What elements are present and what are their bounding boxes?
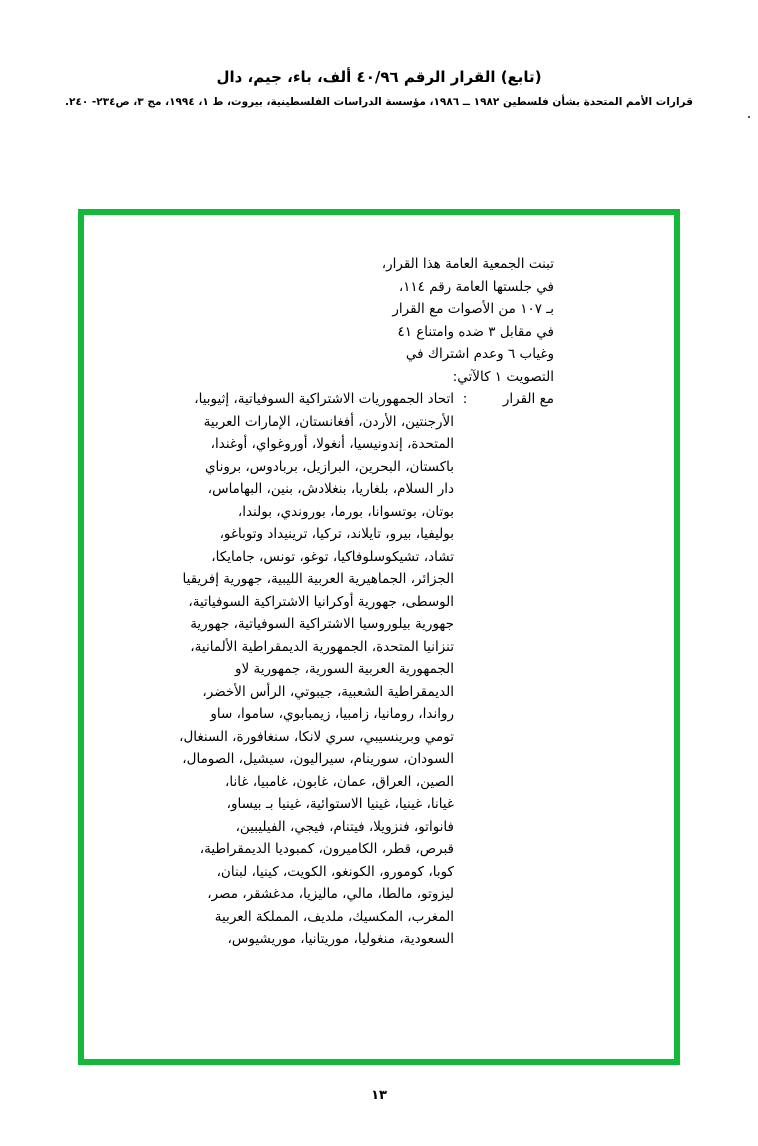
intro-line: تبنت الجمعية العامة هذا القرار، — [381, 256, 554, 272]
countries-line: بوتان، بوتسوانا، بورما، بوروندي، بولندا، — [237, 503, 454, 520]
vote-list-row — [164, 388, 554, 951]
intro-line: وغياب ٦ وعدم اشتراك في — [405, 346, 554, 362]
corner-mark — [748, 116, 750, 118]
intro-paragraph — [164, 253, 554, 388]
countries-line: السودان، سورينام، سيراليون، سيشيل، الصومال، — [182, 751, 454, 767]
countries-line: اتحاد الجمهوريات الاشتراكية السوفياتية، إثيوبيا، — [194, 391, 454, 407]
countries-line: الجزائر، الجماهيرية العربية الليبية، جهورية إفريقيا — [182, 571, 454, 587]
page-number: ١٣ — [371, 1088, 387, 1103]
vote-label: مع القرار — [502, 391, 554, 407]
countries-line: ليزوتو، مالطا، مالي، ماليزيا، مدغشقر، مصر، — [207, 886, 454, 902]
countries-line: فانواتو، فنزويلا، فيتنام، فيجي، الفيليبين، — [235, 818, 454, 835]
intro-line: التصويت ١ كالآتي: — [452, 368, 554, 385]
intro-line: بـ ١٠٧ من الأصوات مع القرار — [392, 301, 554, 317]
countries-line: الجمهورية العربية السورية، جمهورية لاو — [235, 661, 454, 677]
countries-list — [164, 388, 460, 951]
countries-line: الأرجنتين، الأردن، أفغانستان، الإمارات العربية — [203, 413, 454, 430]
document-page — [0, 68, 758, 1146]
countries-line: الديمقراطية الشعبية، جيبوتي، الرأس الأخضر، — [202, 683, 454, 700]
countries-line: الصين، العراق، عمان، غابون، غامبيا، غانا، — [225, 773, 454, 790]
countries-line: تومي وبرينسيبي، سري لانكا، سنغافورة، السنغال، — [179, 728, 454, 745]
countries-line: بوليفيا، بيرو، تايلاند، تركيا، ترينيداد وتوباغو، — [219, 526, 454, 542]
intro-line: في جلستها العامة رقم ١١٤، — [398, 278, 554, 295]
countries-line: دار السلام، بلغاريا، بنغلادش، بنين، البهاماس، — [207, 481, 454, 497]
countries-line: المغرب، المكسيك، ملديف، المملكة العربية — [214, 908, 454, 925]
countries-line: تشاد، تشيكوسلوفاكيا، توغو، تونس، جامايكا، — [211, 548, 454, 565]
countries-line: الوسطى، جهورية أوكرانيا الاشتراكية السوفياتية، — [188, 593, 454, 610]
countries-line: جهورية بيلوروسيا الاشتراكية السوفياتية، جهورية — [190, 616, 454, 632]
page-title: (تابع) القرار الرقم ٤٠/٩٦ ألف، باء، جيم، دال — [216, 68, 542, 86]
page-subtitle: قرارات الأمم المتحدة بشأن فلسطين ١٩٨٢ ــ ١٩٨٦، مؤسسة الدراسات الفلسطينية، بيروت، ط ١، ١٩٩٤، مج ٣، ص٢٣٤- ٢٤٠. — [65, 96, 693, 108]
countries-line: تنزانيا المتحدة، الجمهورية الديمقراطية الألمانية، — [190, 638, 454, 655]
content-frame — [78, 209, 680, 1065]
countries-line: باكستان، البحرين، البرازيل، بربادوس، بروناي — [204, 458, 454, 475]
countries-line: السعودية، منغوليا، موريتانيا، موريشيوس، — [227, 931, 454, 947]
countries-line: قبرص، قطر، الكاميرون، كمبوديا الديمقراطية، — [199, 841, 454, 857]
intro-line: في مقابل ٣ ضده وامتناع ٤١ — [397, 323, 554, 340]
countries-line: كوبا، كومورو، الكونغو، الكويت، كينيا، لبنان، — [216, 863, 454, 880]
countries-line: المتحدة، إندونيسيا، أنغولا، أوروغواي، أوغندا، — [210, 436, 454, 452]
countries-line: رواندا، رومانيا، زامبيا، زيمبابوي، ساموا، ساو — [210, 706, 454, 722]
content-area — [164, 253, 554, 951]
vote-label-colon: : — [462, 391, 468, 407]
countries-line: غيانا، غينيا، غينيا الاستوائية، غينيا بـ بيساو، — [226, 796, 454, 812]
